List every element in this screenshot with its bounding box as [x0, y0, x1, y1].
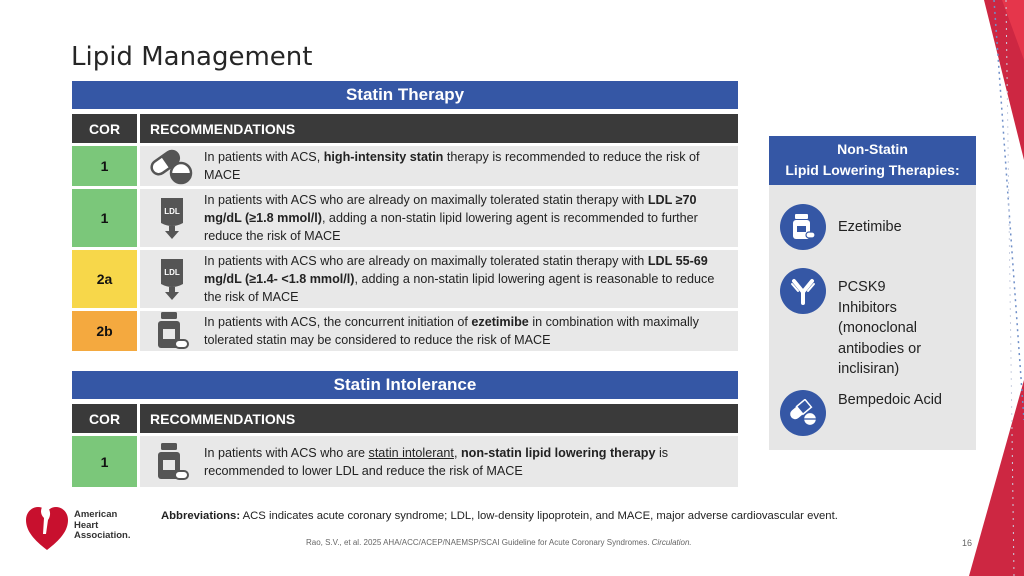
pill-capsule-icon	[140, 146, 204, 186]
ldl-down-icon	[140, 250, 204, 308]
recommendation-text	[204, 252, 738, 306]
cor-header: COR	[72, 404, 137, 433]
citation-journal: Circulation.	[651, 538, 692, 547]
side-item-ezetimibe	[780, 204, 902, 250]
pill-capsule-icon	[780, 390, 826, 436]
recommendation-text	[204, 444, 738, 480]
citation-text: Rao, S.V., et al. 2025 AHA/ACC/ACEP/NAEMSP/SCAI Guideline for Acute Coronary Syndromes.	[306, 538, 652, 547]
logo-line2: Heart	[74, 519, 99, 531]
recommendation-text	[204, 191, 738, 245]
panel-title-line2: Lipid Lowering Therapies:	[785, 162, 960, 178]
cor-header: COR	[72, 114, 137, 143]
aha-heart-torch-icon	[24, 500, 70, 552]
pill-bottle-icon	[780, 204, 826, 250]
side-item-bempedoic	[780, 390, 942, 436]
side-item-pcsk9	[780, 268, 948, 380]
recommendation-row	[72, 436, 738, 487]
recommendation-text-part: LDL 55-69 mg/dL (≥1.4- <1.8 mmol/l)	[204, 254, 708, 286]
recommendation-text-part: ezetimibe	[471, 315, 529, 329]
page-title: Lipid Management	[71, 42, 313, 72]
recommendation-text-part: , adding a non-statin lipid lowering agent is reasonable to reduce the risk of MACE	[204, 272, 715, 304]
recommendations-header: RECOMMENDATIONS	[140, 404, 738, 433]
recommendation-text	[204, 148, 738, 184]
pill-bottle-icon	[140, 311, 204, 351]
recommendation-row	[72, 311, 738, 351]
recommendation-text-part: is recommended to lower LDL and reduce the risk of MACE	[204, 445, 669, 478]
statin-therapy-header	[72, 114, 738, 143]
cor-badge: 2a	[72, 250, 137, 308]
logo-line1: American	[74, 509, 118, 521]
cor-badge: 1	[72, 189, 137, 247]
recommendation-text-part: In patients with ACS who are	[204, 445, 369, 460]
recommendation-row	[72, 146, 738, 186]
recommendation-text-part: in combination with maximally tolerated statin may be considered to reduce the risk of MACE	[204, 315, 699, 347]
recommendation-text	[204, 313, 738, 349]
cor-badge: 2b	[72, 311, 137, 351]
logo-line3: Association.	[74, 530, 131, 542]
recommendation-cell	[140, 189, 738, 247]
statin-intolerance-banner	[72, 371, 738, 399]
recommendation-row	[72, 250, 738, 308]
antibody-icon	[780, 268, 826, 314]
recommendation-cell	[140, 146, 738, 186]
recommendation-text-part: In patients with ACS,	[204, 150, 324, 164]
svg-text:LDL: LDL	[164, 268, 180, 277]
statin-therapy-banner	[72, 81, 738, 109]
recommendation-text-part: high-intensity statin	[323, 150, 444, 164]
recommendations-header: RECOMMENDATIONS	[140, 114, 738, 143]
abbreviations-text: ACS indicates acute coronary syndrome; LDL, low-density lipoprotein, and MACE, major adverse cardiovascular event.	[240, 510, 838, 522]
cor-badge: 1	[72, 146, 137, 186]
statin-intolerance-header	[72, 404, 738, 433]
recommendation-text-part: non-statin lipid lowering therapy	[460, 445, 656, 460]
recommendation-cell	[140, 311, 738, 351]
recommendation-cell	[140, 436, 738, 487]
statin-intolerance-banner-text: Statin Intolerance	[333, 375, 477, 394]
recommendation-text-part: ,	[453, 445, 461, 460]
non-statin-panel-title	[769, 136, 976, 185]
side-item-label: Ezetimibe	[838, 219, 902, 235]
side-item-label: PCSK9 Inhibitors (monoclonal antibodies or inclisiran)	[838, 279, 922, 377]
side-item-label: Bempedoic Acid	[838, 392, 942, 408]
recommendation-text-part: LDL ≥70 mg/dL (≥1.8 mmol/l)	[204, 193, 697, 225]
recommendation-text-part: In patients with ACS who are already on maximally tolerated statin therapy with	[204, 193, 648, 207]
statin-therapy-banner-text: Statin Therapy	[345, 85, 465, 104]
abbreviations-label: Abbreviations:	[161, 510, 241, 522]
cor-badge: 1	[72, 436, 137, 487]
recommendation-text-part: , adding a non-statin lipid lowering agent is recommended to further reduce the risk of MACE	[204, 211, 698, 243]
ldl-down-icon	[140, 189, 204, 247]
panel-title-line1: Non-Statin	[837, 141, 908, 157]
aha-logo	[24, 500, 131, 552]
abbreviations-note	[161, 510, 838, 522]
recommendation-row	[72, 189, 738, 247]
recommendation-text-part: statin intolerant	[368, 445, 454, 460]
recommendation-text-part: In patients with ACS who are already on maximally tolerated statin therapy with	[204, 254, 648, 268]
pill-bottle-icon	[140, 436, 204, 487]
recommendation-text-part: In patients with ACS, the concurrent initiation of	[204, 315, 472, 329]
page-number: 16	[962, 538, 973, 548]
svg-text:LDL: LDL	[164, 207, 180, 216]
recommendation-cell	[140, 250, 738, 308]
citation	[306, 538, 692, 547]
recommendation-text-part: therapy is recommended to reduce the risk of MACE	[204, 150, 700, 182]
